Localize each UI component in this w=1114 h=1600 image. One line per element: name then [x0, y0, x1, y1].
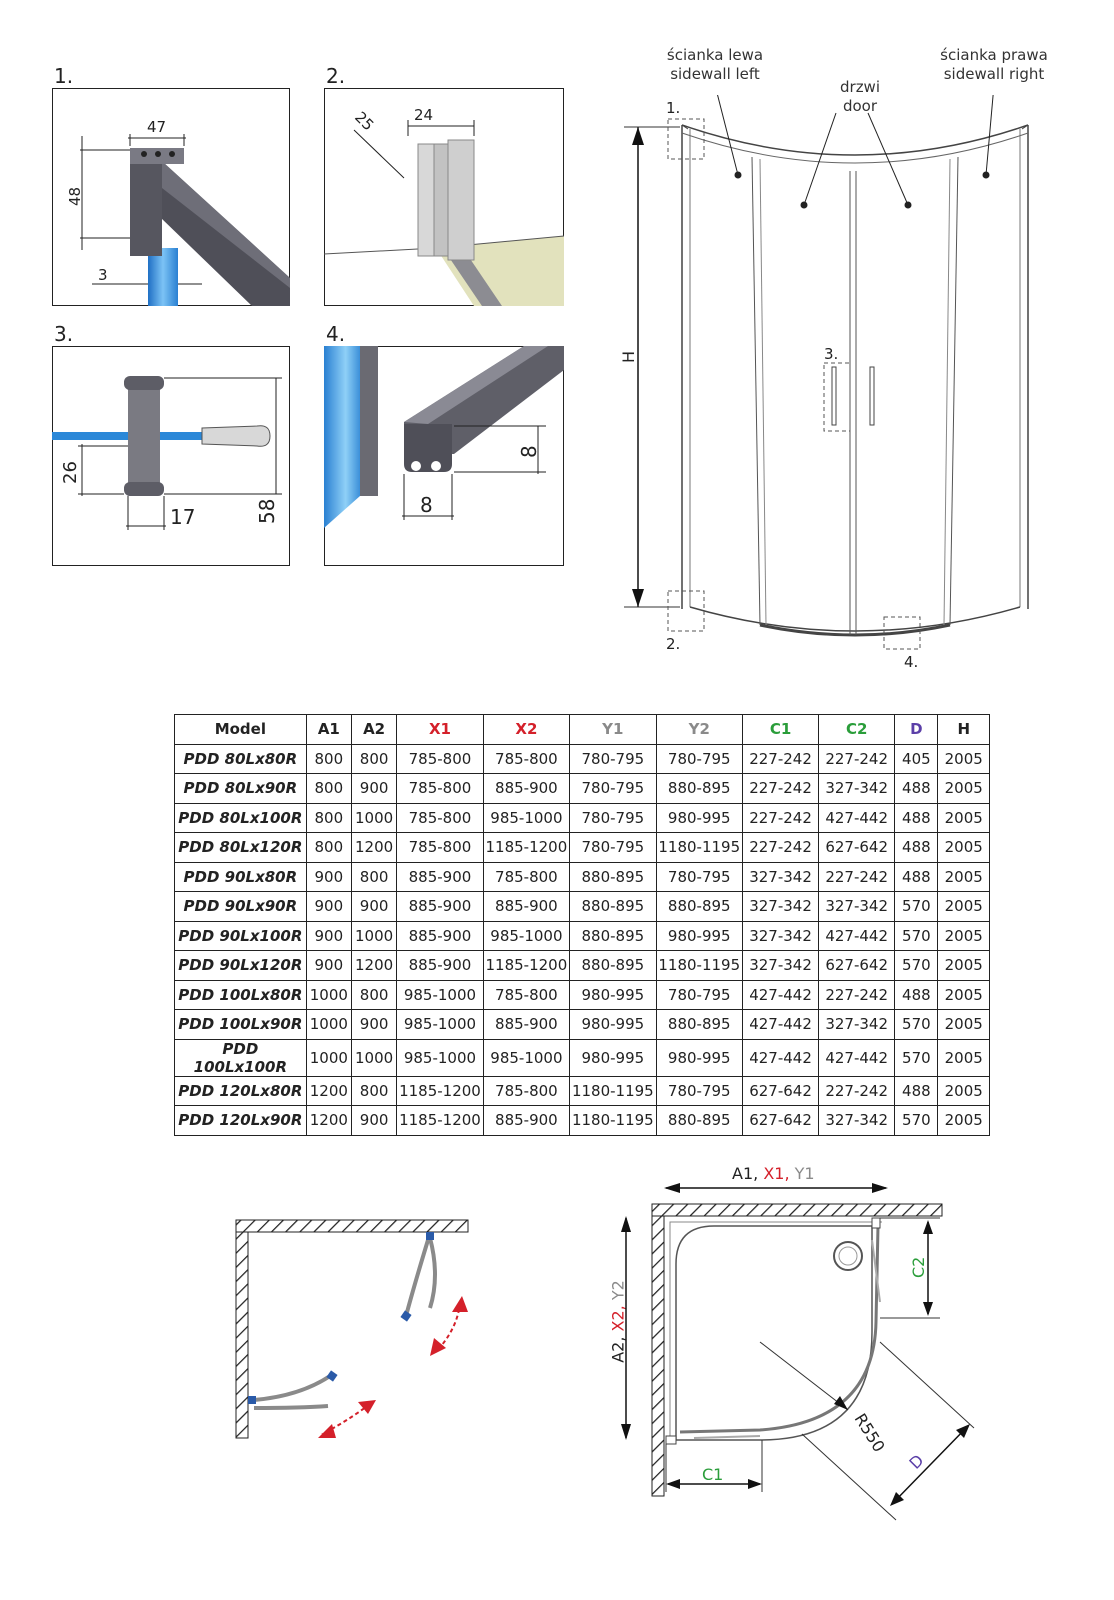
- table-cell: 488: [895, 803, 938, 833]
- table-cell: 627-642: [742, 1106, 818, 1136]
- table-cell: 488: [895, 774, 938, 804]
- detail-panel-1: [52, 88, 290, 306]
- table-row: [175, 1010, 990, 1040]
- model-cell: PDD 80Lx100R: [175, 803, 307, 833]
- leader-dot: [983, 172, 990, 179]
- table-cell: 880-895: [570, 951, 656, 981]
- table-cell: 1180-1195: [570, 1106, 656, 1136]
- panel-2-number: 2.: [326, 64, 346, 88]
- table-cell: 427-442: [742, 1039, 818, 1076]
- profile-hole-icon: [155, 151, 161, 157]
- table-row: [175, 862, 990, 892]
- table-cell: 227-242: [742, 833, 818, 863]
- detail-panel-4: [324, 346, 564, 566]
- table-cell: 2005: [938, 1106, 990, 1136]
- dim-48: 48: [66, 186, 84, 206]
- table-cell: 1000: [306, 980, 351, 1010]
- table-cell: 980-995: [570, 1010, 656, 1040]
- label-c1: C1: [702, 1465, 724, 1484]
- table-cell: 785-800: [483, 862, 569, 892]
- swing-arrow-icon: [358, 1400, 376, 1414]
- table-row: [175, 833, 990, 863]
- model-cell: PDD 90Lx80R: [175, 862, 307, 892]
- table-cell: 570: [895, 951, 938, 981]
- label-door-pl: drzwi: [840, 78, 880, 96]
- table-row: [175, 980, 990, 1010]
- panel-4-number: 4.: [326, 322, 346, 346]
- table-cell: 885-900: [483, 1010, 569, 1040]
- column-header: C1: [742, 715, 818, 745]
- dim-26: 26: [60, 461, 81, 484]
- table-cell: 985-1000: [483, 803, 569, 833]
- table-cell: 1180-1195: [656, 951, 742, 981]
- table-cell: 985-1000: [483, 1039, 569, 1076]
- table-cell: 327-342: [819, 1010, 895, 1040]
- handle-grip: [128, 380, 160, 496]
- seal-hole-icon: [431, 461, 441, 471]
- dim-17: 17: [170, 505, 196, 529]
- table-cell: 785-800: [397, 744, 483, 774]
- table-cell: 2005: [938, 892, 990, 922]
- hinge-icon: [400, 1310, 411, 1321]
- table-cell: 488: [895, 862, 938, 892]
- table-header-row: [175, 715, 990, 745]
- table-row: [175, 1076, 990, 1106]
- callout-4: 4.: [904, 653, 919, 671]
- table-cell: 227-242: [819, 744, 895, 774]
- table-cell: 1185-1200: [397, 1076, 483, 1106]
- table-cell: 427-442: [742, 980, 818, 1010]
- table-cell: 427-442: [742, 1010, 818, 1040]
- label-sidewall-right-pl: ścianka prawa: [940, 46, 1048, 64]
- table-cell: 885-900: [397, 921, 483, 951]
- label-y1: Y1: [794, 1164, 815, 1183]
- table-cell: 488: [895, 980, 938, 1010]
- table-cell: 570: [895, 1106, 938, 1136]
- label-y2: Y2: [608, 1280, 628, 1301]
- enclosure-elevation: [610, 95, 1060, 675]
- table-cell: 227-242: [819, 862, 895, 892]
- table-cell: 488: [895, 1076, 938, 1106]
- table-cell: 885-900: [397, 951, 483, 981]
- model-cell: PDD 80Lx90R: [175, 774, 307, 804]
- table-cell: 1185-1200: [483, 833, 569, 863]
- dim-8-horizontal: 8: [420, 493, 433, 517]
- table-cell: 488: [895, 833, 938, 863]
- leader-dot: [801, 202, 808, 209]
- callout-1: 1.: [666, 99, 681, 117]
- table-cell: 980-995: [570, 1039, 656, 1076]
- table-cell: 1000: [306, 1010, 351, 1040]
- table-cell: 985-1000: [397, 1010, 483, 1040]
- table-cell: 1200: [351, 833, 396, 863]
- table-row: [175, 951, 990, 981]
- table-cell: 885-900: [483, 774, 569, 804]
- dim-24: 24: [414, 106, 434, 124]
- column-header: A2: [351, 715, 396, 745]
- table-row: [175, 774, 990, 804]
- door-opening-diagram: [230, 1216, 480, 1446]
- table-cell: 627-642: [742, 1076, 818, 1106]
- label-x2: X2,: [608, 1305, 628, 1332]
- column-header: X2: [483, 715, 569, 745]
- table-cell: 785-800: [397, 774, 483, 804]
- profile-hole-icon: [169, 151, 175, 157]
- label-radius: R550: [850, 1410, 889, 1456]
- table-cell: 327-342: [819, 892, 895, 922]
- leader-dot: [735, 172, 742, 179]
- table-cell: 227-242: [742, 774, 818, 804]
- dim-58: 58: [255, 498, 279, 524]
- table-cell: 880-895: [656, 892, 742, 922]
- model-cell: PDD 90Lx120R: [175, 951, 307, 981]
- panel-1-number: 1.: [54, 64, 74, 88]
- label-x1: X1,: [763, 1164, 790, 1183]
- hinge-icon: [326, 1370, 337, 1381]
- table-cell: 800: [306, 774, 351, 804]
- label-sidewall-right-en: sidewall right: [943, 65, 1045, 83]
- model-cell: PDD 100Lx100R: [175, 1039, 307, 1076]
- table-cell: 885-900: [397, 892, 483, 922]
- panel-3-number: 3.: [54, 322, 74, 346]
- swing-arrow-icon: [452, 1296, 468, 1312]
- table-cell: 1180-1195: [570, 1076, 656, 1106]
- table-cell: 227-242: [742, 744, 818, 774]
- table-cell: 780-795: [570, 774, 656, 804]
- table-cell: 327-342: [819, 774, 895, 804]
- table-cell: 1185-1200: [483, 951, 569, 981]
- table-cell: 880-895: [656, 1010, 742, 1040]
- table-cell: 2005: [938, 1010, 990, 1040]
- model-cell: PDD 120Lx90R: [175, 1106, 307, 1136]
- label-d: D: [905, 1450, 928, 1473]
- table-cell: 227-242: [819, 980, 895, 1010]
- table-cell: 570: [895, 1010, 938, 1040]
- table-cell: 780-795: [656, 980, 742, 1010]
- column-header: Y1: [570, 715, 656, 745]
- table-cell: 880-895: [570, 892, 656, 922]
- label-sidewall-right: [934, 46, 1054, 84]
- table-cell: 2005: [938, 774, 990, 804]
- table-cell: 880-895: [570, 921, 656, 951]
- column-header: H: [938, 715, 990, 745]
- swing-arrow-icon: [318, 1424, 336, 1438]
- model-cell: PDD 80Lx80R: [175, 744, 307, 774]
- leader-dot: [905, 202, 912, 209]
- table-cell: 2005: [938, 951, 990, 981]
- table-cell: 800: [306, 833, 351, 863]
- dim-47: 47: [147, 118, 167, 136]
- table-cell: 985-1000: [397, 1039, 483, 1076]
- table-cell: 1185-1200: [397, 1106, 483, 1136]
- plan-top-dimension: [732, 1164, 815, 1183]
- table-cell: 570: [895, 921, 938, 951]
- table-row: [175, 921, 990, 951]
- table-cell: 427-442: [819, 1039, 895, 1076]
- label-a2: A2,: [608, 1336, 628, 1363]
- table-cell: 780-795: [570, 744, 656, 774]
- dim-25: 25: [351, 108, 378, 135]
- hinge-icon: [426, 1232, 434, 1240]
- table-cell: 327-342: [742, 862, 818, 892]
- table-cell: 427-442: [819, 803, 895, 833]
- table-cell: 327-342: [742, 892, 818, 922]
- table-cell: 570: [895, 892, 938, 922]
- table-cell: 980-995: [656, 1039, 742, 1076]
- table-cell: 2005: [938, 833, 990, 863]
- dimensions-table: [174, 714, 990, 1136]
- table-cell: 900: [306, 951, 351, 981]
- table-row: [175, 1039, 990, 1076]
- table-cell: 227-242: [742, 803, 818, 833]
- table-row: [175, 803, 990, 833]
- table-cell: 785-800: [397, 803, 483, 833]
- table-cell: 980-995: [656, 803, 742, 833]
- column-header: C2: [819, 715, 895, 745]
- table-row: [175, 892, 990, 922]
- table-cell: 2005: [938, 862, 990, 892]
- table-cell: 900: [351, 1106, 396, 1136]
- table-cell: 2005: [938, 744, 990, 774]
- table-row: [175, 1106, 990, 1136]
- height-label: H: [619, 350, 638, 363]
- table-cell: 1000: [306, 1039, 351, 1076]
- table-cell: 780-795: [570, 833, 656, 863]
- table-cell: 780-795: [656, 1076, 742, 1106]
- column-header: X1: [397, 715, 483, 745]
- table-cell: 880-895: [570, 862, 656, 892]
- table-cell: 227-242: [819, 1076, 895, 1106]
- swing-arrow-icon: [430, 1338, 446, 1356]
- table-cell: 1000: [351, 921, 396, 951]
- table-cell: 985-1000: [483, 921, 569, 951]
- column-header: Y2: [656, 715, 742, 745]
- table-cell: 570: [895, 1039, 938, 1076]
- table-cell: 785-800: [483, 980, 569, 1010]
- model-cell: PDD 100Lx90R: [175, 1010, 307, 1040]
- table-cell: 800: [306, 803, 351, 833]
- table-cell: 2005: [938, 980, 990, 1010]
- table-cell: 880-895: [656, 1106, 742, 1136]
- table-cell: 780-795: [656, 862, 742, 892]
- label-sidewall-left-pl: ścianka lewa: [666, 46, 764, 64]
- table-cell: 900: [306, 921, 351, 951]
- table-cell: 885-900: [483, 1106, 569, 1136]
- label-c2: C2: [909, 1256, 928, 1278]
- table-cell: 1000: [351, 803, 396, 833]
- table-cell: 627-642: [819, 833, 895, 863]
- table-cell: 785-800: [397, 833, 483, 863]
- table-cell: 780-795: [656, 744, 742, 774]
- table-cell: 2005: [938, 803, 990, 833]
- label-sidewall-left-en: sidewall left: [670, 65, 760, 83]
- table-cell: 980-995: [656, 921, 742, 951]
- seal-hole-icon: [411, 461, 421, 471]
- table-cell: 985-1000: [397, 980, 483, 1010]
- table-cell: 427-442: [819, 921, 895, 951]
- label-door-en: door: [842, 97, 878, 115]
- label-sidewall-left: [660, 46, 770, 84]
- table-cell: 900: [351, 1010, 396, 1040]
- table-cell: 800: [351, 862, 396, 892]
- table-cell: 1180-1195: [656, 833, 742, 863]
- column-header: A1: [306, 715, 351, 745]
- column-header: Model: [175, 715, 307, 745]
- table-cell: 785-800: [483, 744, 569, 774]
- model-cell: PDD 80Lx120R: [175, 833, 307, 863]
- model-cell: PDD 90Lx100R: [175, 921, 307, 951]
- table-cell: 800: [351, 744, 396, 774]
- model-cell: PDD 100Lx80R: [175, 980, 307, 1010]
- table-cell: 980-995: [570, 980, 656, 1010]
- dim-8-vertical: 8: [517, 445, 541, 458]
- detail-panel-2: [324, 88, 564, 306]
- table-cell: 885-900: [483, 892, 569, 922]
- dim-3: 3: [98, 266, 108, 284]
- table-cell: 1000: [351, 1039, 396, 1076]
- table-cell: 2005: [938, 1039, 990, 1076]
- table-cell: 327-342: [819, 1106, 895, 1136]
- table-cell: 2005: [938, 1076, 990, 1106]
- table-cell: 900: [351, 892, 396, 922]
- table-cell: 800: [351, 980, 396, 1010]
- hinge-icon: [248, 1396, 256, 1404]
- table-cell: 900: [306, 892, 351, 922]
- table-body: [175, 744, 990, 1135]
- table-cell: 1200: [306, 1106, 351, 1136]
- table-row: [175, 744, 990, 774]
- table-cell: 800: [306, 744, 351, 774]
- table-cell: 880-895: [656, 774, 742, 804]
- table-cell: 1200: [351, 951, 396, 981]
- column-header: D: [895, 715, 938, 745]
- label-a1: A1,: [732, 1164, 759, 1183]
- detail-panel-3: [52, 346, 290, 566]
- callout-3: 3.: [824, 345, 839, 363]
- table-cell: 2005: [938, 921, 990, 951]
- table-cell: 1200: [306, 1076, 351, 1106]
- model-cell: PDD 90Lx90R: [175, 892, 307, 922]
- plan-view: [610, 1182, 990, 1542]
- table-cell: 885-900: [397, 862, 483, 892]
- model-cell: PDD 120Lx80R: [175, 1076, 307, 1106]
- table-cell: 327-342: [742, 921, 818, 951]
- callout-2: 2.: [666, 635, 681, 653]
- table-cell: 405: [895, 744, 938, 774]
- table-cell: 900: [306, 862, 351, 892]
- table-cell: 627-642: [819, 951, 895, 981]
- profile-hole-icon: [141, 151, 147, 157]
- table-cell: 785-800: [483, 1076, 569, 1106]
- table-cell: 327-342: [742, 951, 818, 981]
- table-cell: 900: [351, 774, 396, 804]
- table-cell: 800: [351, 1076, 396, 1106]
- table-cell: 780-795: [570, 803, 656, 833]
